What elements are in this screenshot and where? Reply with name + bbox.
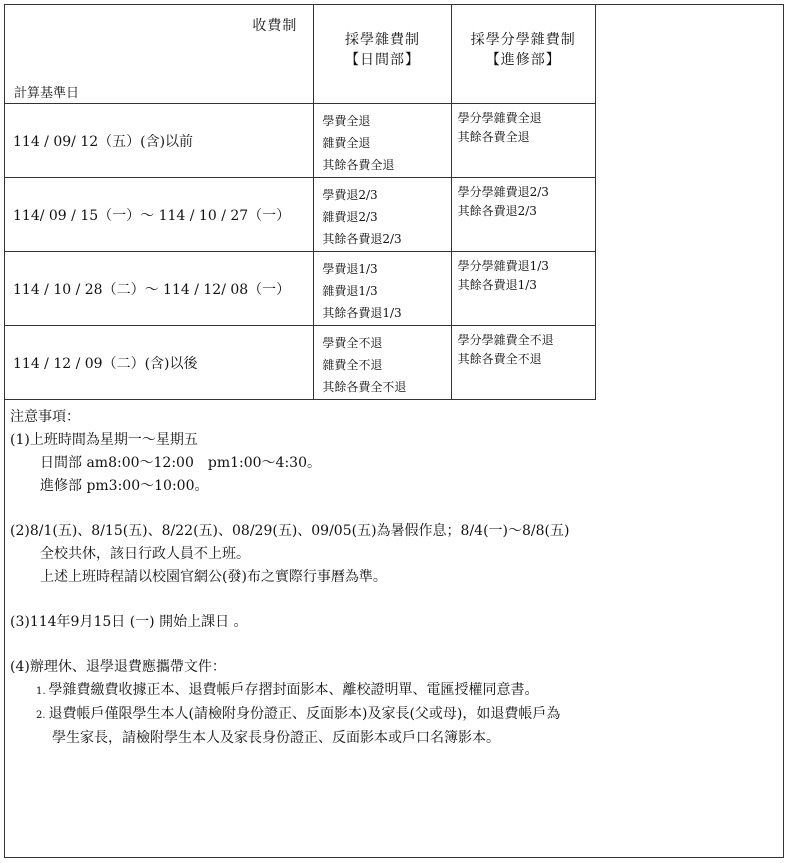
- table-header-row: [5, 5, 596, 104]
- fee-system-label: 收費制: [252, 18, 298, 34]
- base-date-label: 計算基準日: [14, 86, 80, 101]
- date-range-cell: 114 / 10 / 28（二）～ 114 / 12/ 08（一）: [5, 252, 314, 326]
- table-row: [5, 326, 596, 400]
- header-corner-cell: [5, 5, 314, 104]
- day-refund-cell: 學費全不退 雜費全不退 其餘各費全不退: [314, 326, 451, 400]
- note-3: (3)114年9月15日 (一) 開始上課日 。: [10, 614, 248, 630]
- note-4-item-2-cont: 學生家長，請檢附學生本人及家長身份證正、反面影本或戶口名簿影本。: [52, 730, 500, 746]
- date-range-cell: 114 / 09/ 12（五）(含)以前: [5, 104, 314, 178]
- day-division-header: 採學雜費制 【日間部】: [314, 5, 451, 104]
- table-row: [5, 104, 596, 178]
- day-refund-cell: 學費全退 雜費全退 其餘各費全退: [314, 104, 451, 178]
- evening-refund-cell: 學分學雜費退1/3 其餘各費退1/3: [451, 252, 595, 326]
- evening-refund-cell: 學分學雜費退2/3 其餘各費退2/3: [451, 178, 595, 252]
- note-2-line-2: 全校共休，該日行政人員不上班。: [40, 546, 250, 562]
- notes-title: 注意事項：: [10, 409, 80, 425]
- note-4-item-1: 1. 學雜費繳費收據正本、退費帳戶存摺封面影本、離校證明單、電匯授權同意書。: [36, 682, 539, 698]
- note-4-item-2: 2. 退費帳戶僅限學生本人(請檢附身份證正、反面影本)及家長(父或母)，如退費帳戶為: [36, 706, 561, 722]
- table-row: [5, 178, 596, 252]
- refund-table: [4, 4, 596, 400]
- note-1-evening-hours: 進修部 pm3:00～10:00。: [40, 478, 209, 494]
- note-1-day-hours: 日間部 am8:00～12:00 pm1:00～4:30。: [40, 455, 321, 471]
- date-range-cell: 114/ 09 / 15（一）～ 114 / 10 / 27（一）: [5, 178, 314, 252]
- table-row: [5, 252, 596, 326]
- date-range-cell: 114 / 12 / 09（二）(含)以後: [5, 326, 314, 400]
- note-2-heading: (2)8/1(五)、8/15(五)、8/22(五)、08/29(五)、09/05(五)為暑假作息；8/4(一)～8/8(五): [10, 523, 570, 539]
- note-4-heading: (4)辦理休、退學退費應攜帶文件：: [10, 659, 226, 675]
- notes-section: [10, 406, 780, 750]
- evening-refund-cell: 學分學雜費全不退 其餘各費全不退: [451, 326, 595, 400]
- note-2-line-3: 上述上班時程請以校園官網公(發)布之實際行事曆為準。: [40, 569, 387, 585]
- day-refund-cell: 學費退2/3 雜費退2/3 其餘各費退2/3: [314, 178, 451, 252]
- evening-refund-cell: 學分學雜費全退 其餘各費全退: [451, 104, 595, 178]
- day-refund-cell: 學費退1/3 雜費退1/3 其餘各費退1/3: [314, 252, 451, 326]
- note-1-heading: (1)上班時間為星期一～星期五: [10, 432, 198, 448]
- evening-division-header: 採學分學雜費制 【進修部】: [451, 5, 595, 104]
